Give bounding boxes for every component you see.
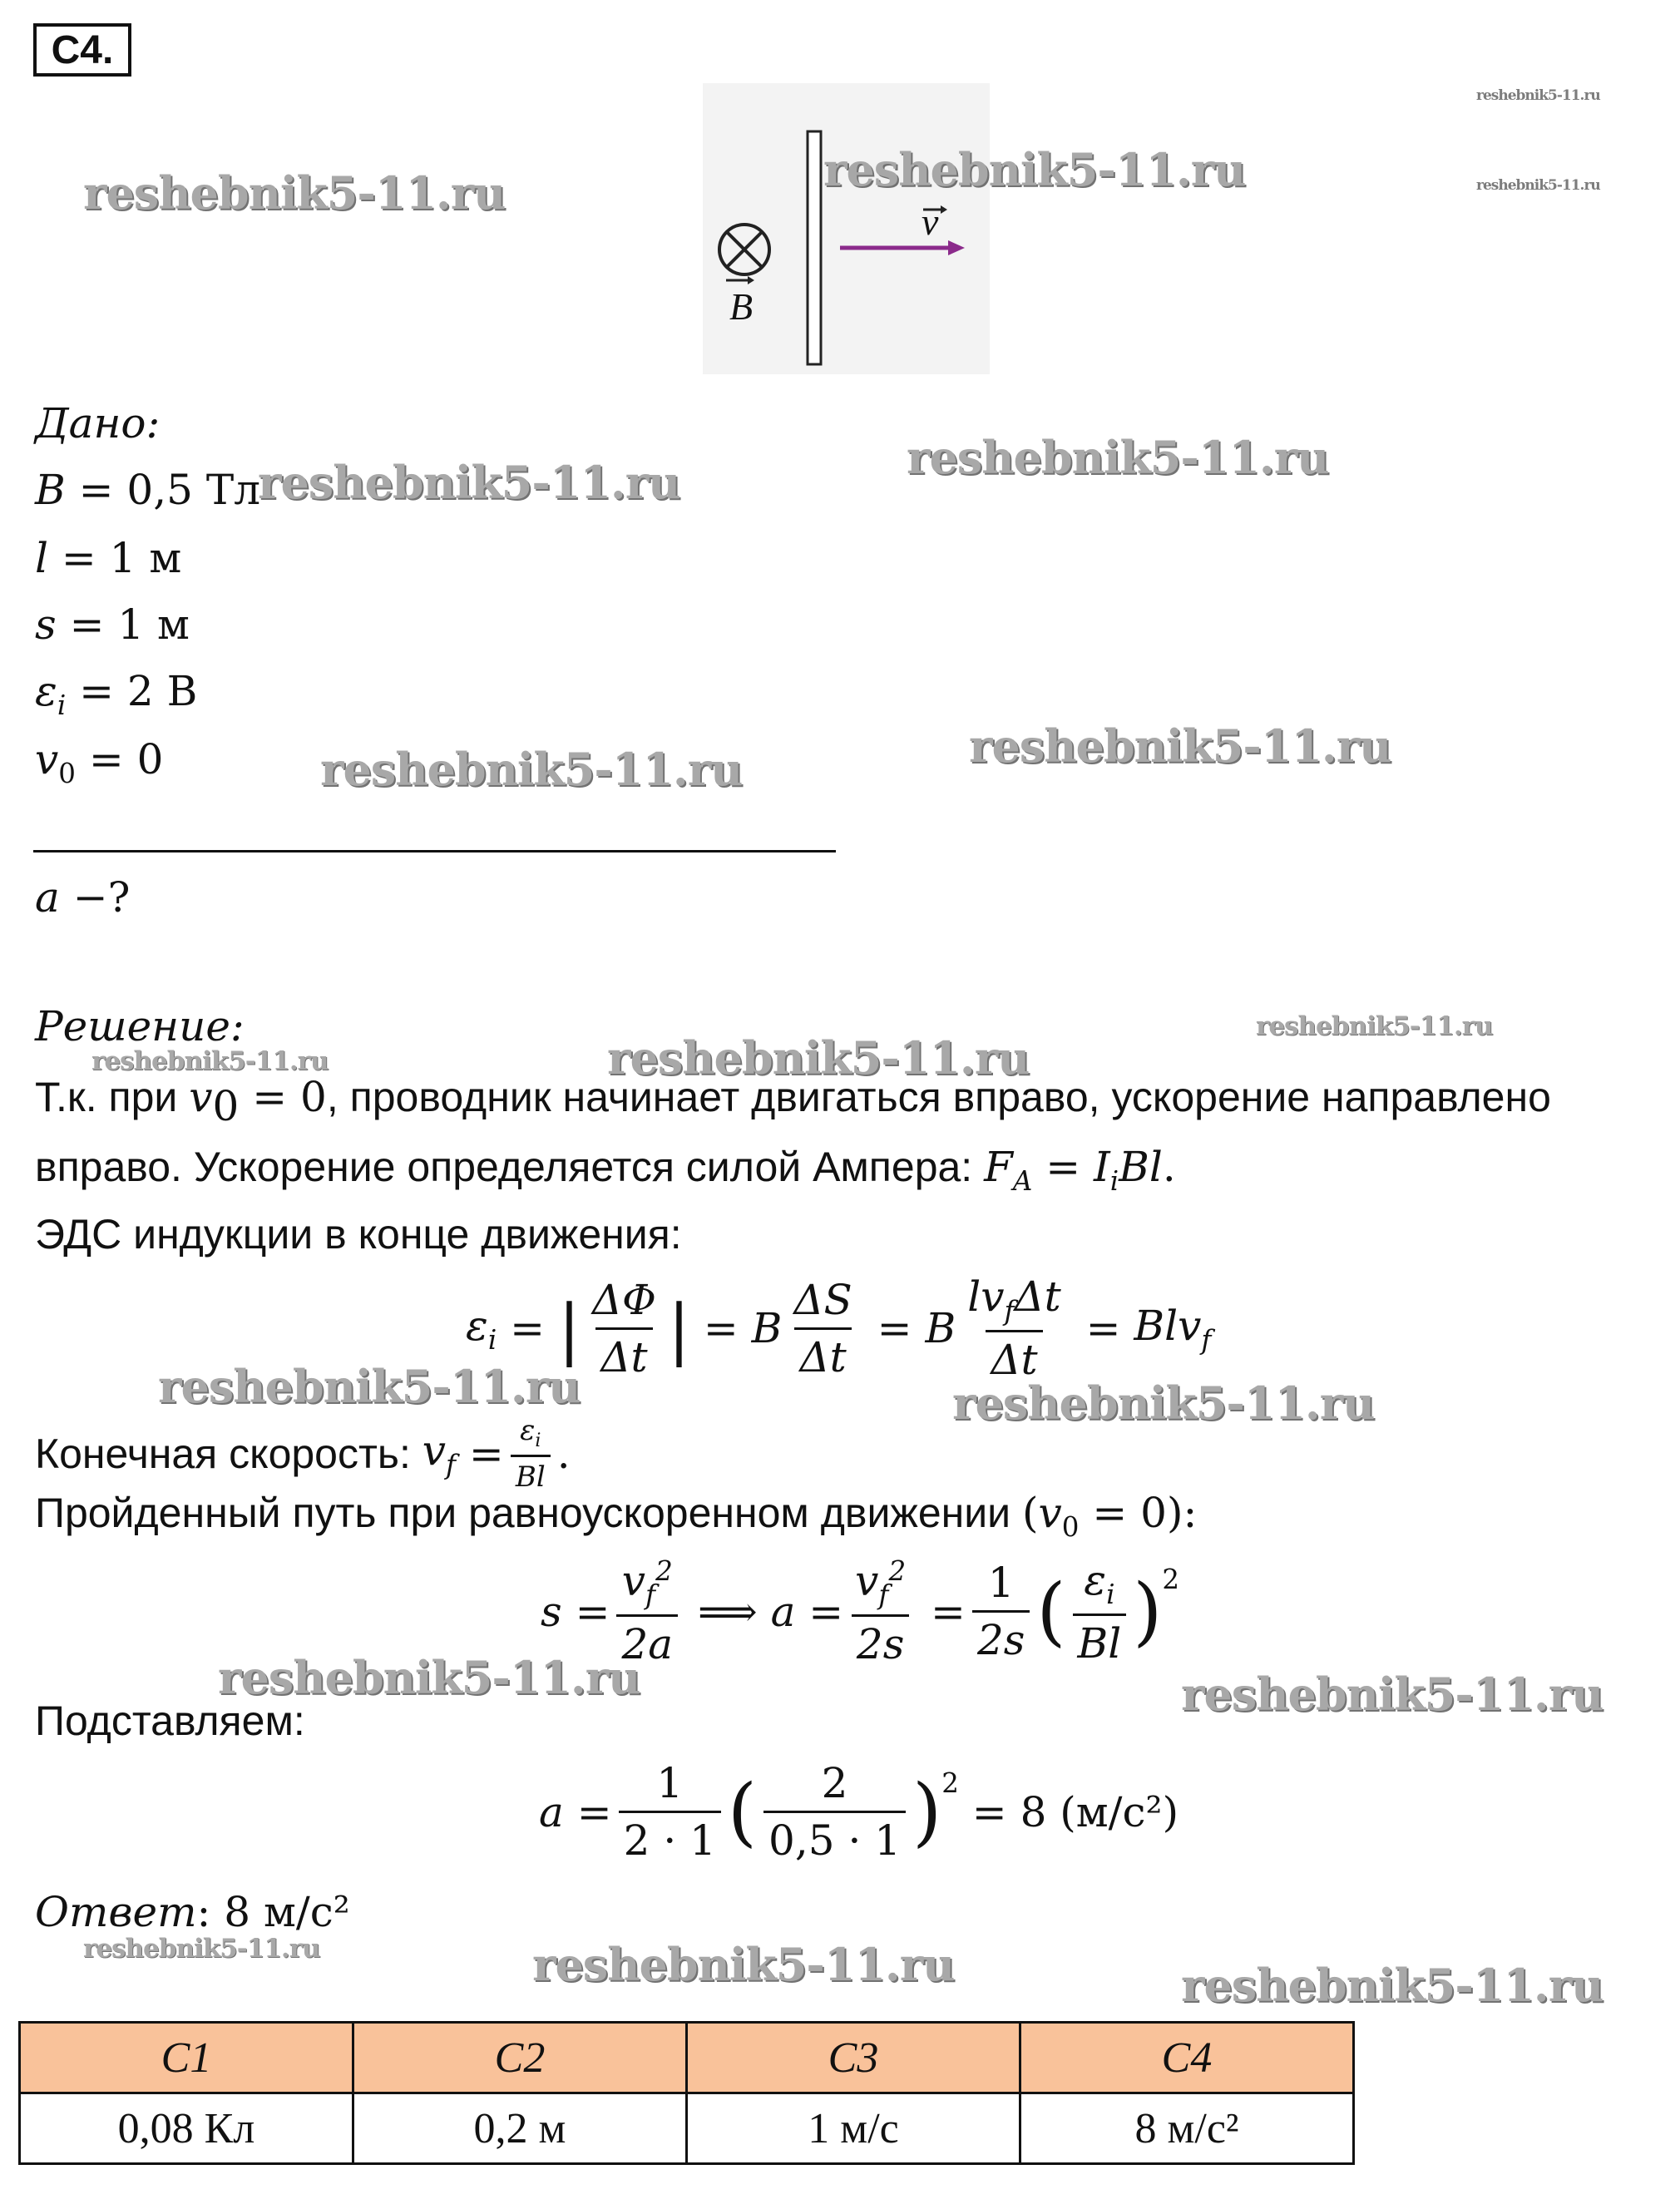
given-line-v0: $v_0 = 0$: [35, 735, 164, 789]
watermark: reshebnik5-11.ru: [1181, 1668, 1603, 1721]
watermark: reshebnik5-11.ru: [83, 166, 506, 220]
table-header-cell: С4: [1020, 2023, 1354, 2093]
given-line-l: l = 1 м: [35, 534, 182, 582]
table-header-row: [20, 2023, 1354, 2093]
watermark: reshebnik5-11.ru: [158, 1360, 581, 1413]
table-cell: 1 м/с: [687, 2093, 1020, 2164]
watermark: reshebnik5-11.ru: [607, 1031, 1030, 1085]
table-cell: 8 м/с²: [1020, 2093, 1354, 2164]
emf-equation: $\varepsilon_i$ = | $\frac{\Delta\Phi}{\Delta t}$ | = B $\frac{\Delta S}{\Delta t}$ = B $\frac{lv_f\Delta t}{\Delta t}$ = Blv$_f$: [466, 1273, 1212, 1384]
watermark: reshebnik5-11.ru: [823, 143, 1246, 196]
given-heading: Дано:: [35, 399, 161, 447]
substitution-equation: a = $\frac{1}{2 \cdot 1}$ ( $\frac{2}{0,5 \cdot 1}$ ) $^2$ = 8 (м/с²): [539, 1759, 1179, 1865]
find-line: a −?: [35, 873, 131, 922]
watermark: reshebnik5-11.ru: [1181, 1959, 1603, 2012]
solution-paragraph-1: Т.к. при $v_0 = 0$, проводник начинает двигаться вправо, ускорение направлено: [35, 1073, 1551, 1130]
figure-svg: [703, 83, 990, 374]
answer-table: [18, 2021, 1355, 2165]
figure: [703, 83, 990, 374]
problem-label: С4.: [33, 23, 131, 77]
watermark: reshebnik5-11.ru: [83, 1934, 320, 1964]
table-header-cell: С3: [687, 2023, 1020, 2093]
given-line-emf: $\varepsilon_i = 2$ В: [35, 667, 198, 721]
given-line-s: s = 1 м: [35, 600, 190, 649]
given-line-b: B = 0,5 Тл: [35, 466, 260, 514]
watermark: reshebnik5-11.ru: [91, 1046, 329, 1076]
watermark: reshebnik5-11.ru: [532, 1938, 955, 1991]
table-cell: 0,2 м: [353, 2093, 687, 2164]
solution-heading: Решение:: [35, 1002, 245, 1050]
solution-paragraph-5: Пройденный путь при равноускоренном движении $(v_0 = 0)$:: [35, 1489, 1198, 1543]
solution-paragraph-3: ЭДС индукции в конце движения:: [35, 1211, 682, 1258]
answer-line: Ответ: 8 м/с²: [35, 1888, 350, 1936]
watermark: reshebnik5-11.ru: [1476, 87, 1600, 104]
table-header-cell: С2: [353, 2023, 687, 2093]
table-header-cell: С1: [20, 2023, 353, 2093]
table-cell: 0,08 Кл: [20, 2093, 353, 2164]
velocity-label: v: [922, 200, 939, 243]
conductor-rod: [808, 131, 821, 364]
watermark: reshebnik5-11.ru: [258, 456, 680, 509]
watermark: reshebnik5-11.ru: [1256, 1011, 1493, 1041]
watermark: reshebnik5-11.ru: [969, 719, 1391, 773]
watermark: reshebnik5-11.ru: [1476, 177, 1600, 194]
velocity-arrow-head: [948, 240, 965, 255]
solution-paragraph-6: Подставляем:: [35, 1698, 305, 1744]
watermark: reshebnik5-11.ru: [218, 1651, 640, 1704]
solution-paragraph-2: вправо. Ускорение определяется силой Ампера: $F_A = I_iBl$.: [35, 1143, 1176, 1197]
solution-paragraph-4: Конечная скорость: $v_f$ = $\frac{\varepsilon_i}{Bl}$ .: [35, 1414, 571, 1494]
table-row: [20, 2093, 1354, 2164]
watermark: reshebnik5-11.ru: [952, 1376, 1375, 1430]
watermark: reshebnik5-11.ru: [320, 743, 743, 796]
kinematics-equation: s = $\frac{v_f^2}{2a}$ ⟹ a = $\frac{v_f^2}{2s}$ = $\frac{1}{2s}$ ( $\frac{\varepsilon_i}{Bl}$ ) $^2$: [541, 1555, 1180, 1668]
field-label: B: [729, 285, 754, 328]
watermark: reshebnik5-11.ru: [907, 431, 1329, 484]
given-divider: [33, 850, 836, 852]
